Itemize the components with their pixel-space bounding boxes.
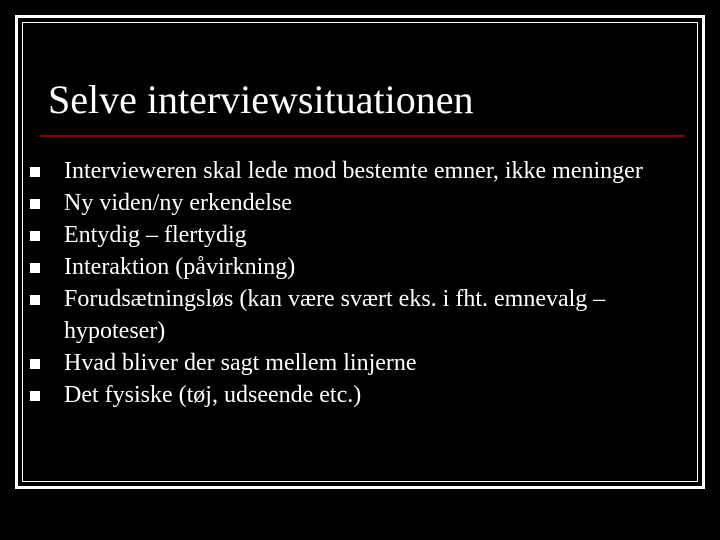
bullet-item — [30, 187, 690, 219]
square-bullet-icon — [30, 295, 40, 305]
title-underline — [40, 135, 685, 137]
bullet-text: Entydig – flertydig — [64, 222, 247, 248]
bullet-item — [30, 155, 690, 187]
square-bullet-icon — [30, 263, 40, 273]
bullet-text: Hvad bliver der sagt mellem linjerne — [64, 350, 417, 376]
bullet-text: Det fysiske (tøj, udseende etc.) — [64, 382, 362, 408]
square-bullet-icon — [30, 199, 40, 209]
square-bullet-icon — [30, 391, 40, 401]
square-bullet-icon — [30, 231, 40, 241]
bullet-text: Interaktion (påvirkning) — [64, 254, 296, 280]
square-bullet-icon — [30, 167, 40, 177]
bullet-item — [30, 347, 690, 379]
bullet-item — [30, 379, 690, 411]
bullet-item — [30, 283, 690, 347]
slide-title: Selve interviewsituationen — [48, 77, 474, 122]
bullet-list — [30, 155, 690, 411]
bullet-item — [30, 251, 690, 283]
square-bullet-icon — [30, 359, 40, 369]
bullet-text: Ny viden/ny erkendelse — [64, 190, 292, 216]
bullet-text: Intervieweren skal lede mod bestemte emner, ikke meninger — [64, 158, 643, 184]
bullet-item — [30, 219, 690, 251]
bullet-text: Forudsætningsløs (kan være svært eks. i fht. emnevalg – hypoteser) — [64, 286, 606, 344]
